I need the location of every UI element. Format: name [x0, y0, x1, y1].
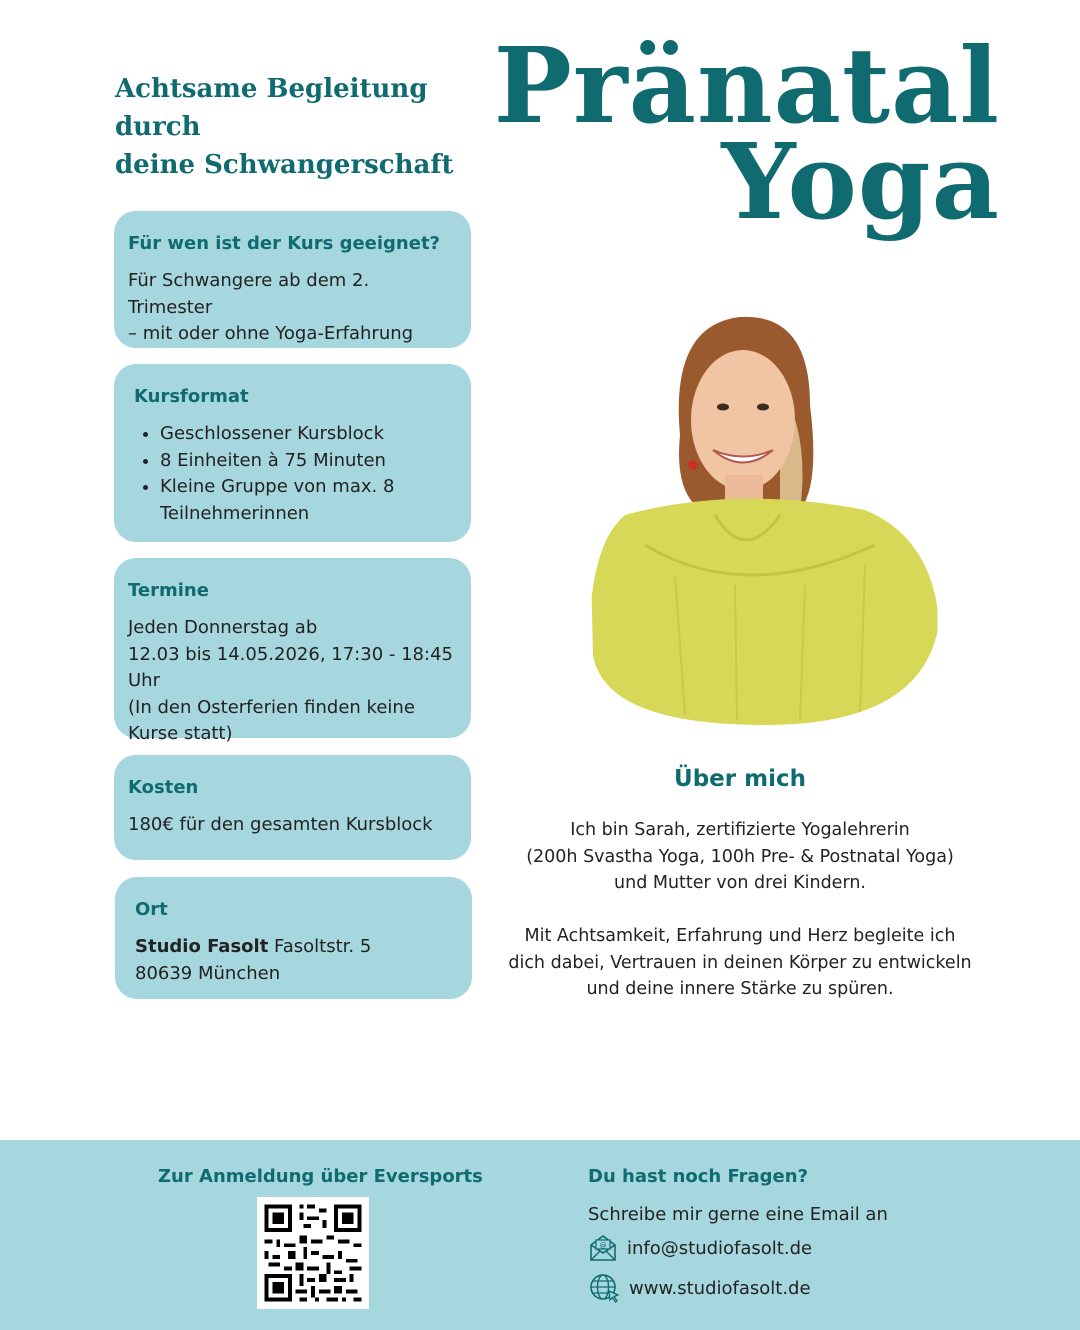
- title-line-1: Pränatal: [493, 24, 1000, 147]
- signup-title: Zur Anmeldung über Eversports: [158, 1166, 483, 1187]
- card-costs-heading: Kosten: [128, 777, 199, 798]
- list-item: • Kleine Gruppe von max. 8 Teilnehmerinnen: [160, 474, 457, 527]
- email-link[interactable]: info@studiofasolt.de: [627, 1237, 813, 1259]
- subtitle: [115, 70, 515, 184]
- list-item: • Geschlossener Kursblock: [160, 421, 457, 448]
- title-line-2: Yoga: [721, 120, 1000, 243]
- about-text: [490, 817, 990, 1003]
- card-dates: [114, 558, 471, 744]
- card-location-city: 80639 München: [135, 962, 281, 984]
- subtitle-line-2: deine Schwangerschaft: [115, 150, 454, 180]
- card-location: [115, 877, 472, 999]
- card-format: [114, 364, 471, 542]
- card-location-address: [135, 934, 458, 961]
- card-audience: [114, 211, 471, 348]
- card-format-heading: Kursformat: [134, 386, 249, 407]
- card-dates-line-3: (In den Osterferien finden keine: [128, 696, 415, 718]
- page-title: [493, 24, 1000, 243]
- svg-text:@: @: [599, 1241, 607, 1250]
- email-row[interactable]: [588, 1233, 812, 1263]
- about-p1-line-2: (200h Svastha Yoga, 100h Pre- & Postnatal Yoga): [526, 846, 954, 867]
- card-dates-line-2: 12.03 bis 14.05.2026, 17:30 - 18:45 Uhr: [128, 643, 453, 691]
- card-audience-line-2: – mit oder ohne Yoga-Erfahrung: [128, 323, 414, 344]
- card-audience-line-1: Für Schwangere ab dem 2. Trimester: [128, 270, 370, 318]
- about-title: Über mich: [674, 766, 806, 792]
- card-dates-line-4: Kurse statt): [128, 723, 233, 744]
- about-p1-line-3: und Mutter von drei Kindern.: [614, 873, 866, 893]
- email-icon: [588, 1233, 618, 1263]
- about-p2-line-1: Mit Achtsamkeit, Erfahrung und Herz begleite ich: [524, 926, 956, 946]
- street: Fasoltstr. 5: [268, 936, 372, 957]
- portrait-photo: [585, 315, 940, 725]
- subtitle-line-1: Achtsame Begleitung durch: [115, 74, 428, 142]
- website-link[interactable]: www.studiofasolt.de: [629, 1277, 811, 1299]
- about-p1-line-1: Ich bin Sarah, zertifizierte Yogalehrerin: [570, 820, 910, 840]
- studio-name: Studio Fasolt: [135, 936, 269, 957]
- questions-title: Du hast noch Fragen?: [588, 1166, 809, 1187]
- card-format-list: [134, 421, 457, 527]
- qr-code[interactable]: [257, 1197, 369, 1309]
- card-audience-heading: Für wen ist der Kurs geeignet?: [128, 233, 440, 254]
- globe-icon: [588, 1272, 620, 1304]
- card-location-heading: Ort: [135, 899, 168, 920]
- about-p2-line-2: dich dabei, Vertrauen in deinen Körper zu entwickeln: [508, 952, 972, 973]
- card-costs-line-1: 180€ für den gesamten Kursblock: [128, 814, 433, 835]
- website-row[interactable]: [588, 1272, 811, 1304]
- about-p2-line-3: und deine innere Stärke zu spüren.: [586, 979, 894, 999]
- card-dates-heading: Termine: [128, 580, 209, 601]
- card-dates-line-1: Jeden Donnerstag ab: [128, 617, 318, 638]
- card-costs: [114, 755, 471, 860]
- list-item: • 8 Einheiten à 75 Minuten: [160, 448, 457, 475]
- email-intro: Schreibe mir gerne eine Email an: [588, 1204, 888, 1225]
